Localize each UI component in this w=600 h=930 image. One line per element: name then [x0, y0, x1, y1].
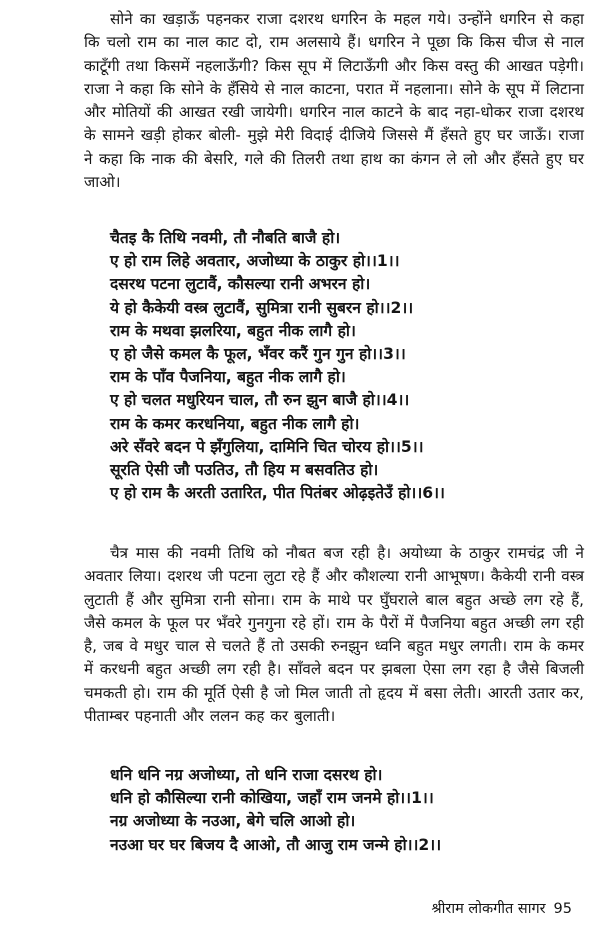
song-1-line: राम के कमर करधनिया, बहुत नीक लागै हो। [110, 414, 360, 433]
prose-paragraph-1-text: सोने का खड़ाऊँ पहनकर राजा दशरथ धगरिन के महल गये। उन्होंने धगरिन से कहा कि चलो राम का नाल काट दो, राम अलसाये हैं। धगरिन ने पूछा कि किस चीज से नाल काटूँगी तथा किसमें नहलाऊँगी? किस सूप में लिटाऊँगी और किस वस्तु की आखत पड़ेगी। राजा ने कहा कि सोने के हँसिये से नाल काटना, परात में नहलाना। सोने के सूप में लिटाना और मोतियों की आखत रखी जायेगी। धगरिन नाल काटने के बाद नहा-धोकर राजा दशरथ के सामने खड़ी होकर बोली- मुझे मेरी विदाई दीजिये जिससे मैं हँसते हुए घर जाऊँ। राजा ने कहा कि नाक की बेसरि, गले की तिलरी तथा हाथ का कंगन ले लो और हँसते हुए घर जाओ। [84, 10, 584, 192]
prose-paragraph-2 [84, 542, 584, 728]
song-2-line: धनि हो कौसिल्या रानी कोखिया, जहाँ राम जनमे हो।।1।। [110, 789, 434, 808]
book-title: श्रीराम लोकगीत सागर [431, 901, 546, 917]
page-number: 95 [553, 901, 572, 917]
song-1-line: सूरति ऐसी जौ पउतिउ, तौ हिय म बसवतिउ हो। [110, 461, 379, 480]
song-1-line: ये हो कैकेयी वस्त्र लुटावैं, सुमित्रा रानी सुबरन हो।।2।। [110, 298, 414, 317]
song-2-line: धनि धनि नग्र अजोध्या, तो धनि राजा दसरथ हो। [110, 766, 383, 784]
song-2-line: नउआ घर घर बिजय दै आओ, तौ आजु राम जन्मे हो।।2।। [110, 835, 442, 854]
song-1-line: ए हो जैसे कमल कै फूल, भँवर करैं गुन गुन हो।।3।। [110, 345, 406, 364]
page-footer [431, 898, 572, 918]
song-1-line: ए हो राम कै अरती उतारित, पीत पितंबर ओढ़इतेउँ हो।।6।। [110, 484, 445, 503]
song-1-line: राम के पाँव पैजनिया, बहुत नीक लागै हो। [110, 368, 346, 387]
prose-paragraph-2-text: चैत्र मास की नवमी तिथि को नौबत बज रही है। अयोध्या के ठाकुर रामचंद्र जी ने अवतार लिया। दशरथ जी पटना लुटा रहे हैं और कौशल्या रानी आभूषण। कैकेयी रानी वस्त्र लुटाती हैं और सुमित्रा रानी सोना। राम के माथे पर घुँघराले बाल बहुत अच्छे लग रहे हैं, जैसे कमल के फूल पर भँवरे गुनगुना रहे हों। राम के पैरों में पैजनिया बहुत अच्छी लग रही है, जब वे मधुर चाल से चलते हैं तो उसकी रुनझुन ध्वनि बहुत मधुर लगती। राम के कमर में करधनी बहुत अच्छी लग रही है। साँवले बदन पर झबला ऐसा लग रहा है जैसे बिजली चमकती हो। राम की मूर्ति ऐसी है जो मिल जाती तो हृदय में बसा लेती। आरती उतार कर, पीताम्बर पहनाती और ललन कह कर बुलाती। [84, 544, 584, 726]
song-2-line: नग्र अजोध्या के नउआ, बेगे चलि आओ हो। [110, 812, 356, 831]
song-1-line: चैतइ कै तिथि नवमी, तौ नौबति बाजै हो। [110, 229, 341, 247]
song-1-line: अरे सँवरे बदन पे झँगुलिया, दामिनि चित चोरय हो।।5।। [110, 437, 424, 456]
folk-song-2 [110, 764, 590, 857]
song-1-line: दसरथ पटना लुटावैं, कौसल्या रानी अभरन हो। [110, 275, 371, 294]
song-1-line: ए हो चलत मधुरियन चाल, तौ रुन झुन बाजै हो।।4।। [110, 391, 410, 410]
song-1-line: ए हो राम लिहे अवतार, अजोध्या के ठाकुर हो।।1।। [110, 252, 400, 271]
folk-song-1 [110, 227, 590, 505]
song-1-line: राम के मथवा झलरिया, बहुत नीक लागै हो। [110, 321, 356, 340]
prose-paragraph-1 [84, 8, 584, 194]
